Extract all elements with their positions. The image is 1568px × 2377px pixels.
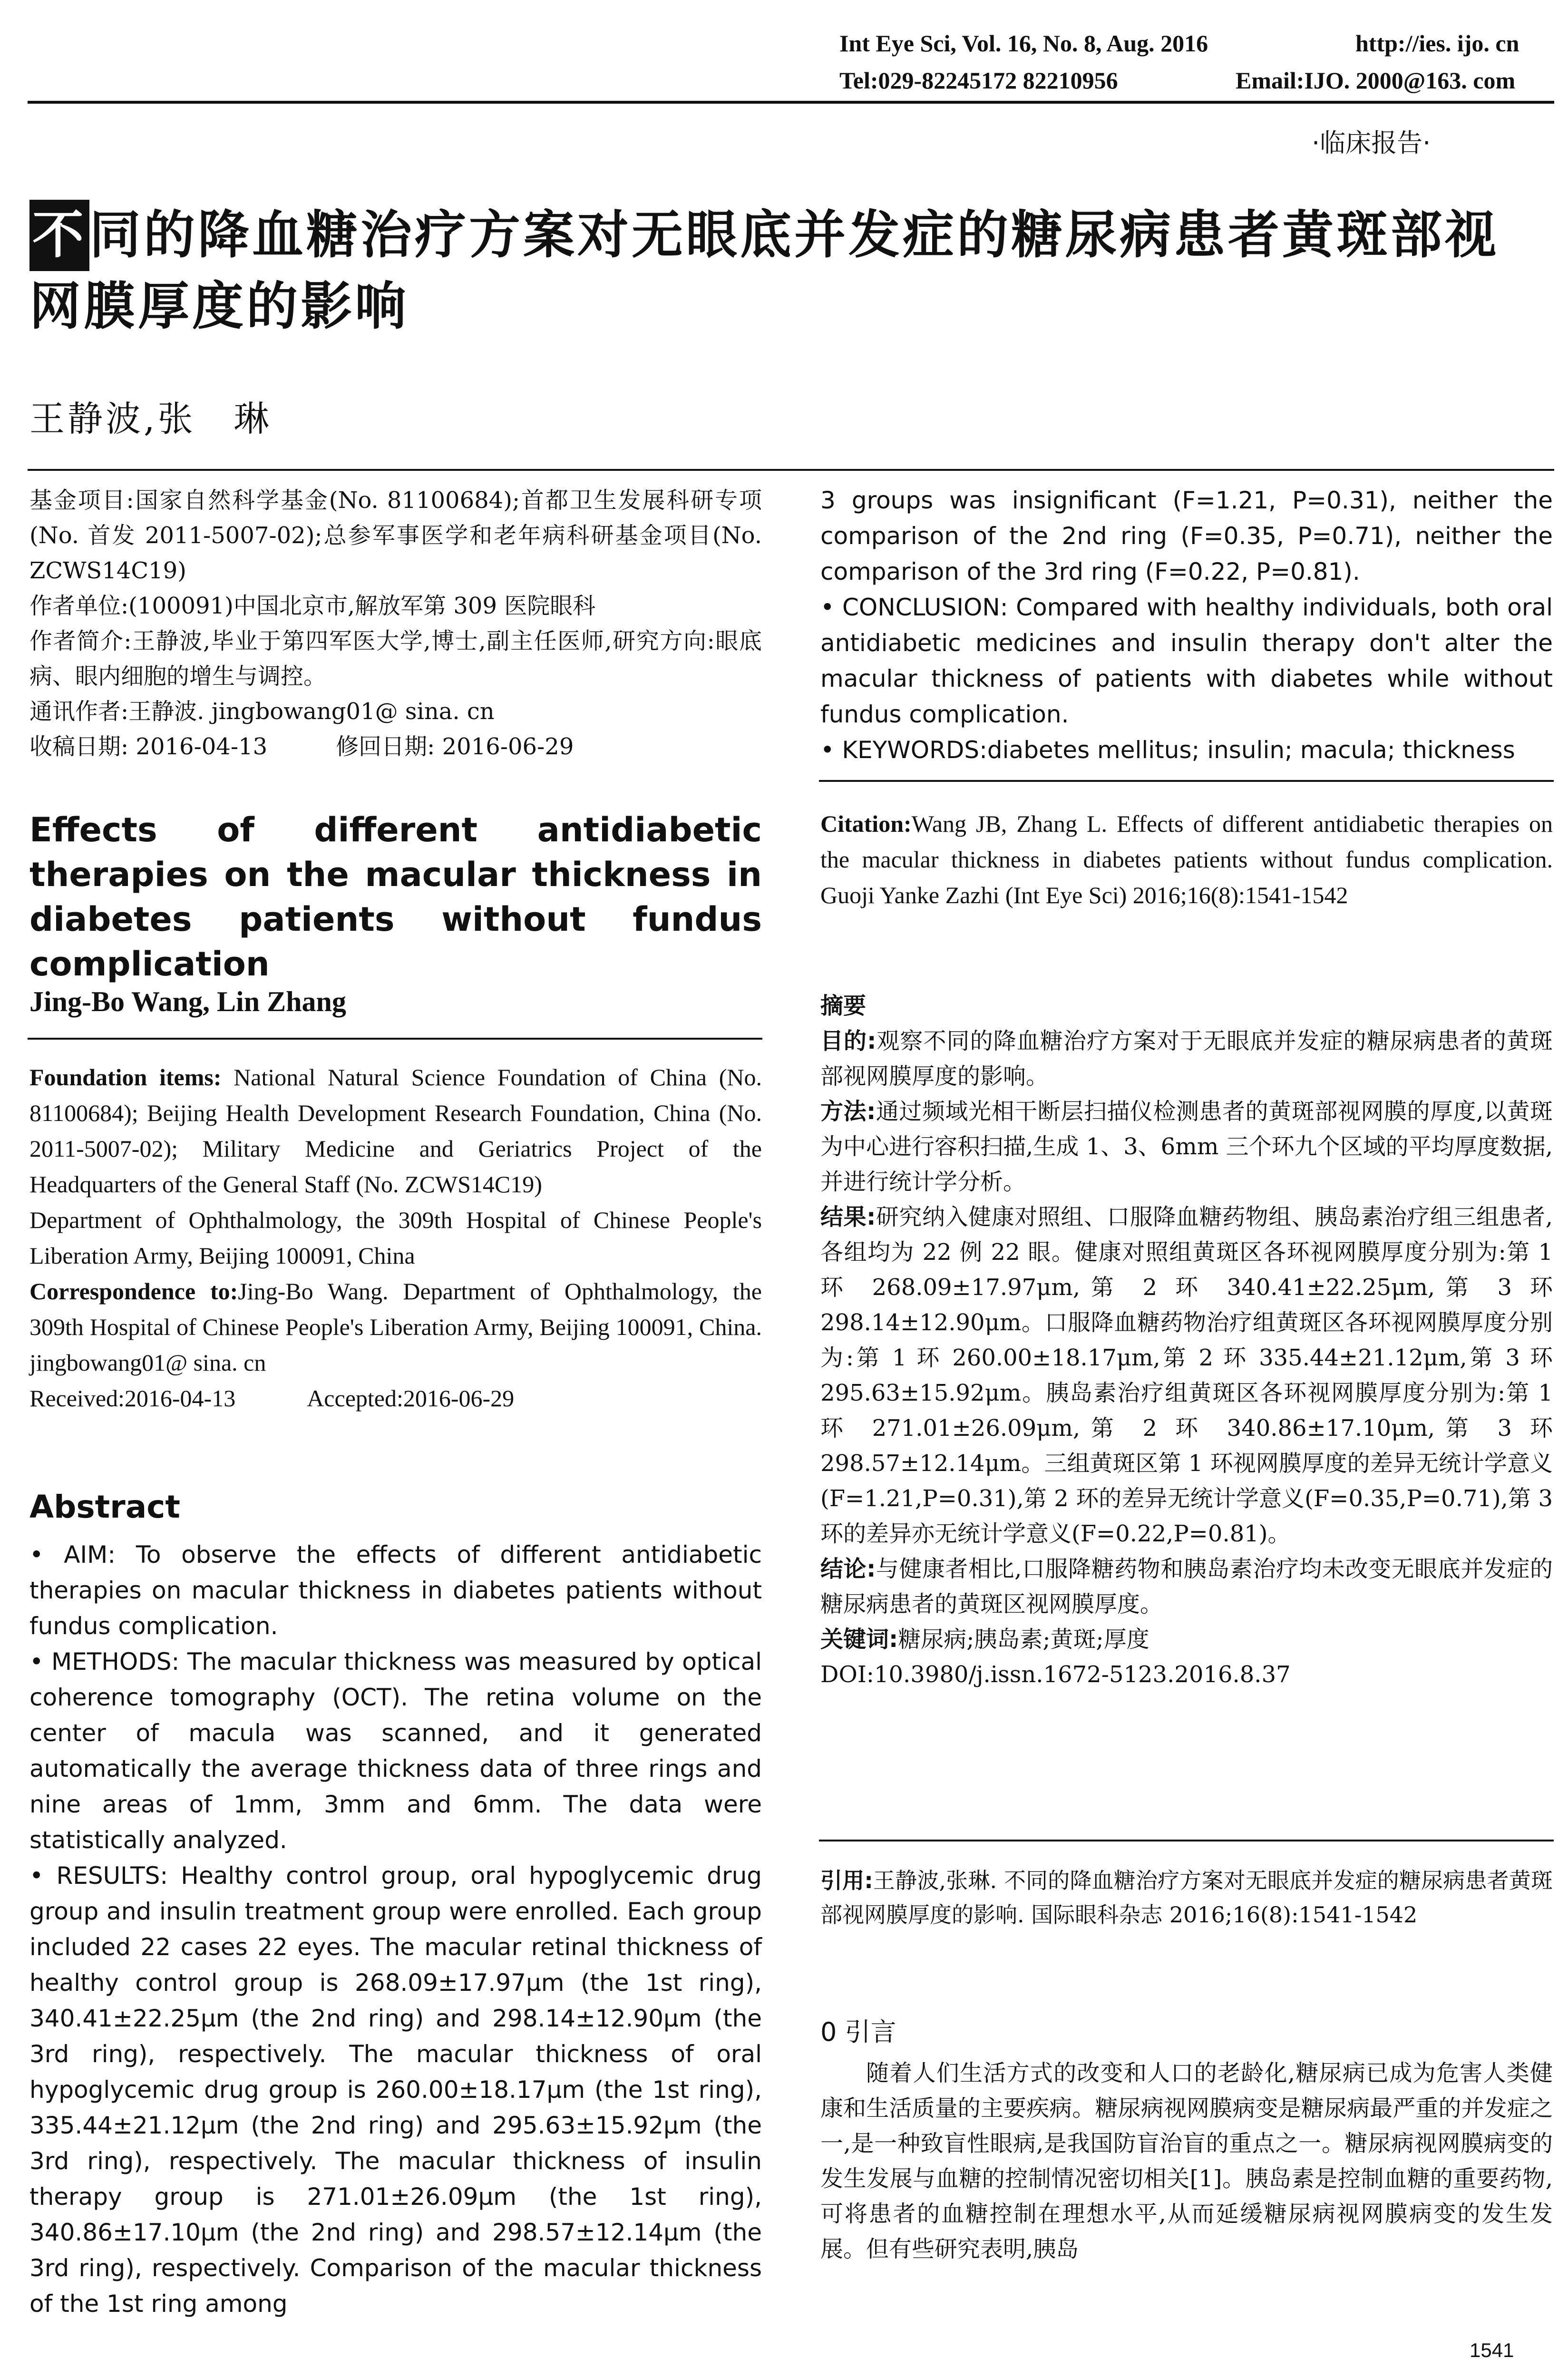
english-authors: Jing-Bo Wang, Lin Zhang [29, 986, 346, 1017]
citation-text: Wang JB, Zhang L. Effects of different antidiabetic therapies on the macular thickness in diabetes patients without fundus complication. Guoji Yanke Zazhi (Int Eye Sci) 2016;16(8):1541-1542 [820, 810, 1553, 908]
cn-methods-label: 方法: [820, 1098, 876, 1125]
citation-rule [819, 780, 1554, 782]
intro-heading: 0 引言 [820, 2017, 896, 2047]
cn-citation-label: 引用: [820, 1868, 873, 1893]
cn-foundation: 基金项目:国家自然科学基金(No. 81100684);首都卫生发展科研专项(No. 首发 2011-5007-02);总参军事医学和老年病科研基金项目(No. ZCWS14C19) [29, 487, 762, 584]
cn-aim-label: 目的: [820, 1028, 877, 1054]
authors-cn: 王静波,张 琳 [29, 399, 272, 439]
correspondence-label: Correspondence to: [29, 1278, 238, 1305]
english-title: Effects of different antidiabetic therapies on the macular thickness in diabetes patients without fundus complication [29, 810, 762, 984]
foundation-text: National Natural Science Foundation of China (No. 81100684); Beijing Health Development Research Foundation, China (No. 2011-5007-02); Military Medicine and Geriatrics Project of the Headquarters of the General Staff (No. ZCWS14C19) [29, 1064, 762, 1198]
cn-meta [29, 483, 762, 764]
authors-rule [28, 1038, 762, 1040]
abstract-heading: Abstract [29, 1489, 180, 1525]
cn-citation [820, 1863, 1553, 1932]
cn-conclusion: 与健康者相比,口服降糖药物和胰岛素治疗均未改变无眼底并发症的糖尿病患者的黄斑区视网膜厚度。 [820, 1556, 1553, 1617]
page-number: 1541 [1470, 2339, 1514, 2361]
cn-keywords-label: 关键词: [820, 1626, 898, 1653]
foundation-items [29, 1060, 762, 1202]
cn-doi[interactable]: DOI:10.3980/j.issn.1672-5123.2016.8.37 [820, 1661, 1291, 1688]
cn-keywords: 糖尿病;胰岛素;黄斑;厚度 [898, 1626, 1149, 1653]
cn-citation-text: 王静波,张琳. 不同的降血糖治疗方案对无眼底并发症的糖尿病患者黄斑部视网膜厚度的影响. 国际眼科杂志 2016;16(8):1541-1542 [820, 1868, 1553, 1928]
cn-dates: 收稿日期: 2016-04-13 修回日期: 2016-06-29 [29, 733, 574, 760]
cn-author-bio: 作者简介:王静波,毕业于第四军医大学,博士,副主任医师,研究方向:眼底病、眼内细胞的增生与调控。 [29, 628, 762, 690]
cn-conclusion-label: 结论: [820, 1556, 876, 1582]
correspondence-text: Jing-Bo Wang. Department of Ophthalmology, the 309th Hospital of Chinese People's Liberation Army, Beijing 100091, China. jingbowang01@ sina. cn [29, 1278, 762, 1376]
section-label: ·临床报告· [1312, 128, 1431, 158]
cn-methods: 通过频域光相干断层扫描仪检测患者的黄斑部视网膜的厚度,以黄斑为中心进行容积扫描,生成 1、3、6mm 三个环九个区域的平均厚度数据,并进行统计学分析。 [820, 1098, 1553, 1195]
journal-tel: Tel:029-82245172 82210956 [839, 67, 1118, 94]
abstract-keywords: • KEYWORDS:diabetes mellitus; insulin; macula; thickness [820, 736, 1515, 764]
abstract-results: • RESULTS: Healthy control group, oral hypoglycemic drug group and insulin treatment group were enrolled. Each group included 22 cases 22 eyes. The macular retinal thickness of healthy control group is 268.09±17.97μm (the 1st ring), 340.41±22.25μm (the 2nd ring) and 298.14±12.90μm (the 3rd ring), respectively. The macular thickness of oral hypoglycemic drug group is 260.00±18.17μm (the 1st ring), 335.44±21.12μm (the 2nd ring) and 295.63±15.92μm (the 3rd ring), respectively. The macular thickness of insulin therapy group is 271.01±26.09μm (the 1st ring), 340.86±17.10μm (the 2nd ring) and 298.57±12.14μm (the 3rd ring), respectively. Comparison of the macular thickness of the 1st ring among [29, 1862, 762, 2318]
english-meta [29, 1060, 762, 1416]
top-rule [28, 469, 1554, 471]
cn-aim: 观察不同的降血糖治疗方案对于无眼底并发症的糖尿病患者的黄斑部视网膜厚度的影响。 [820, 1028, 1553, 1090]
cn-results: 研究纳入健康对照组、口服降血糖药物组、胰岛素治疗组三组患者,各组均为 22 例 22 眼。健康对照组黄斑区各环视网膜厚度分别为:第 1 环 268.09±17.97μm,第 2 环 340.41±22.25μm,第 3 环 298.14±12.90μm。口服降血糖药物治疗组黄斑区各环视网膜厚度分别为:第 1 环 260.00±18.17μm,第 2 环 335.44±21.12μm,第 3 环 295.63±15.92μm。胰岛素治疗组黄斑区各环视网膜厚度分别为:第 1 环 271.01±26.09μm,第 2 环 340.86±17.10μm,第 3 环 298.57±12.14μm。三组黄斑区第 1 环视网膜厚度的差异无统计学意义(F=1.21,P=0.31),第 2 环的差异无统计学意义(F=0.35,P=0.71),第 3 环的差异亦无统计学意义(F=0.22,P=0.81)。 [820, 1204, 1553, 1547]
intro-paragraph: 随着人们生活方式的改变和人口的老龄化,糖尿病已成为危害人类健康和生活质量的主要疾病。糖尿病视网膜病变是糖尿病最严重的并发症之一,是一种致盲性眼病,是我国防盲治盲的重点之一。糖尿病视网膜病变的发生发展与血糖的控制情况密切相关[1]。胰岛素是控制血糖的重要药物,可将患者的血糖控制在理想水平,从而延缓糖尿病视网膜病变的发生发展。但有些研究表明,胰岛 [820, 2060, 1553, 2262]
received-dates: Received:2016-04-13 Accepted:2016-06-29 [29, 1385, 515, 1412]
department: Department of Ophthalmology, the 309th Hospital of Chinese People's Liberation Army, Beijing 100091, China [29, 1207, 762, 1269]
cn-citation-rule [819, 1840, 1554, 1841]
title-text: 同的降血糖治疗方案对无眼底并发症的糖尿病患者黄斑部视网膜厚度的影响 [29, 205, 1500, 336]
abstract-aim: • AIM: To observe the effects of different antidiabetic therapies on macular thickness in diabetes patients without fundus complication. [29, 1541, 762, 1640]
title-dropcap: 不 [29, 200, 89, 271]
journal-email[interactable]: Email:IJO. 2000@163. com [1236, 67, 1516, 94]
cn-results-label: 结果: [820, 1204, 876, 1230]
foundation-label: Foundation items: [29, 1064, 222, 1091]
abstract-continued [820, 483, 1553, 768]
journal-info: Int Eye Sci, Vol. 16, No. 8, Aug. 2016 [839, 30, 1208, 57]
cn-abstract [820, 988, 1553, 1692]
intro-body [820, 2056, 1553, 2267]
header-rule [28, 101, 1554, 104]
abstract-methods: • METHODS: The macular thickness was measured by optical coherence tomography (OCT). The retina volume on the center of macula was scanned, and it generated automatically the average thickness data of three rings and nine areas of 1mm, 3mm and 6mm. The data were statistically analyzed. [29, 1648, 762, 1854]
cn-correspondence: 通讯作者:王静波. jingbowang01@ sina. cn [29, 698, 495, 725]
citation-label: Citation: [820, 810, 912, 837]
citation [820, 806, 1553, 913]
correspondence [29, 1274, 762, 1381]
abstract-conclusion: • CONCLUSION: Compared with healthy individuals, both oral antidiabetic medicines and insulin therapy don't alter the macular thickness of patients with diabetes while without fundus complication. [820, 594, 1553, 728]
cn-abstract-heading: 摘要 [820, 993, 867, 1019]
abstract-body [29, 1537, 762, 2322]
abstract-results-cont: 3 groups was insignificant (F=1.21, P=0.31), neither the comparison of the 2nd ring (F=0.35, P=0.71), neither the comparison of the 3rd ring (F=0.22, P=0.81). [820, 487, 1553, 585]
journal-url[interactable]: http://ies. ijo. cn [1355, 30, 1519, 57]
article-title [29, 200, 1551, 342]
cn-affiliation: 作者单位:(100091)中国北京市,解放军第 309 医院眼科 [29, 593, 596, 619]
